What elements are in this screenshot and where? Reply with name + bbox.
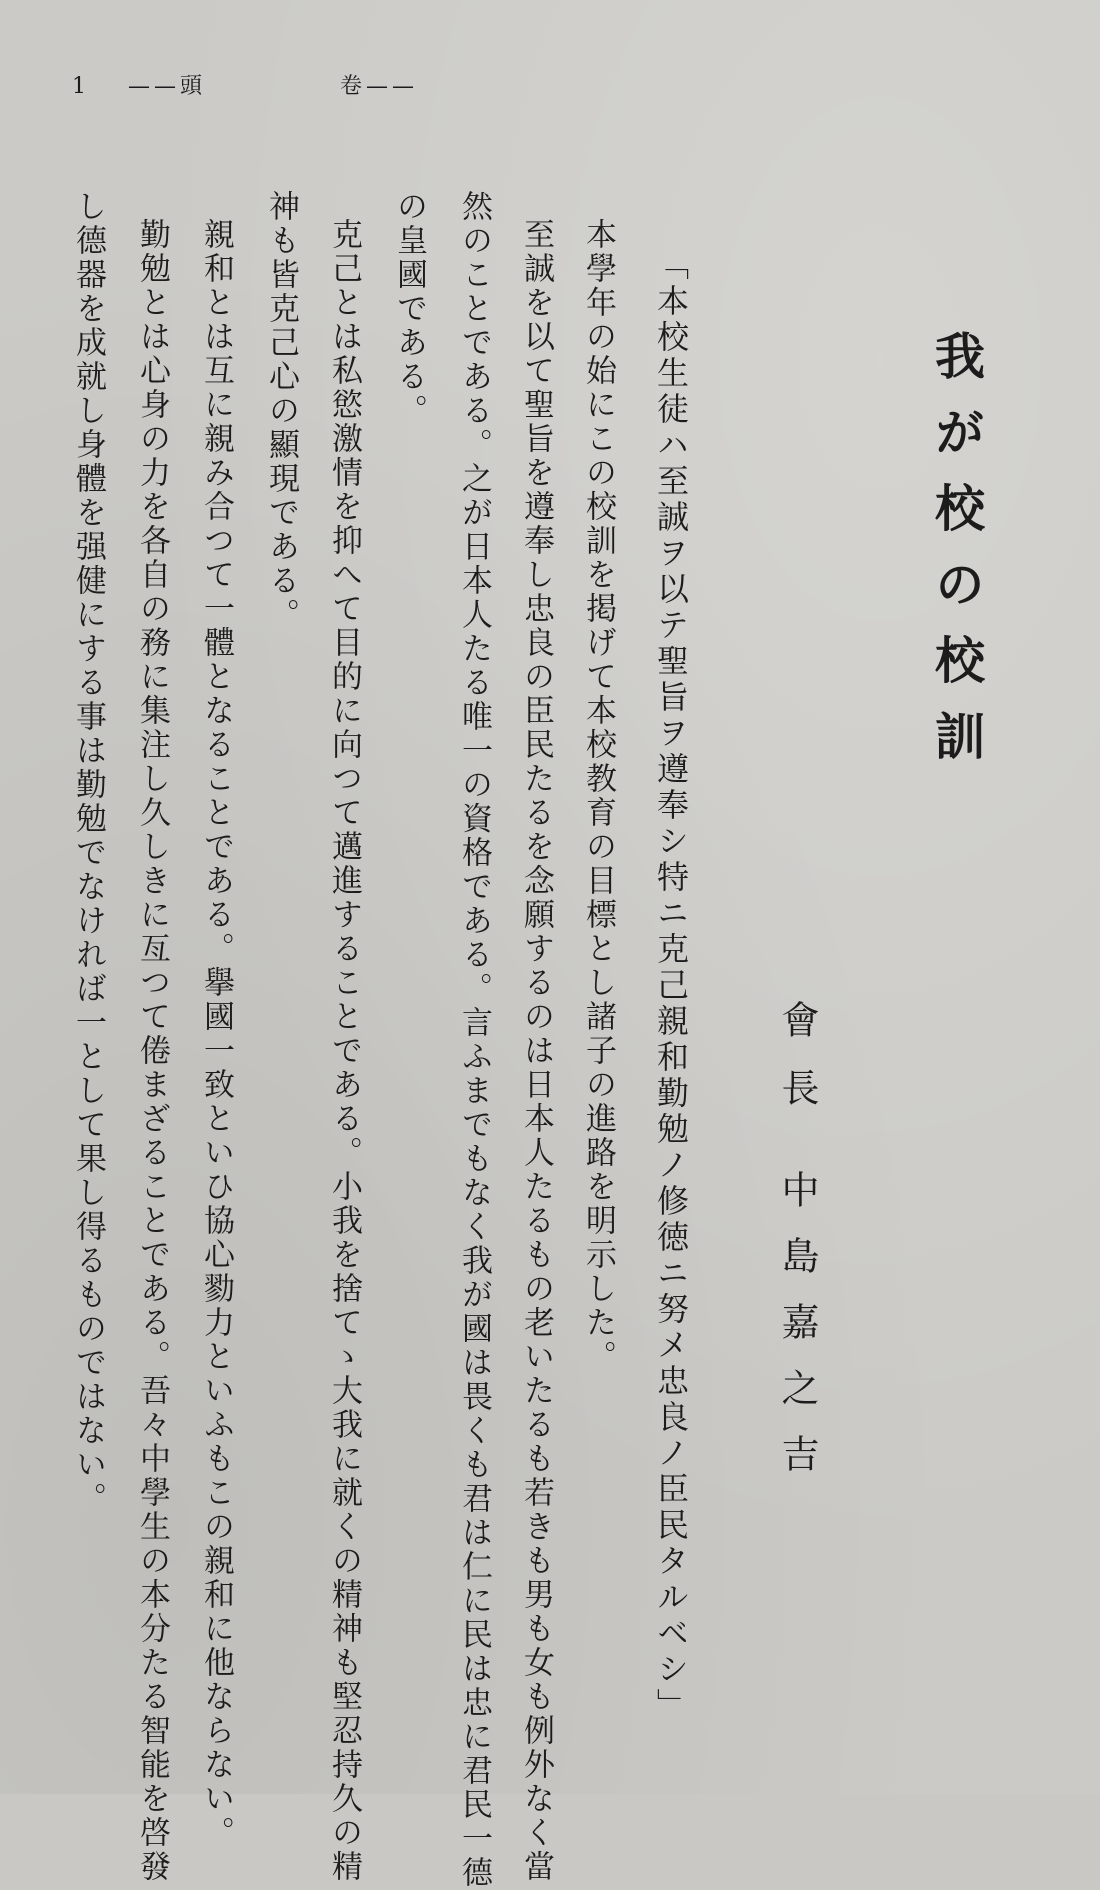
body-line-1: 本學年の始にこの校訓を掲げて本校教育の目標とし諸子の進路を明示した。 bbox=[580, 218, 616, 1374]
body-line-9: し德器を成就し身體を强健にする事は勤勉でなければ一として果し得るものではない。 bbox=[70, 190, 106, 1516]
article-title: 我が校の校訓 bbox=[927, 330, 986, 786]
body-line-3: 然のことである。之が日本人たる唯一の資格である。言ふまでもなく我が國は畏くも君は仁に民は忠に君民一德 bbox=[456, 190, 492, 1890]
header-left-text: ——頭 bbox=[128, 74, 207, 99]
body-line-5: 克己とは私慾激情を抑へて目的に向つて邁進することである。小我を捨てゝ大我に就くの精神も堅忍持久の精 bbox=[326, 218, 362, 1884]
body-line-8: 勤勉とは心身の力を各自の務に集注し久しきに亙つて倦まざることである。吾々中學生の本分たる智能を啓發 bbox=[134, 218, 170, 1884]
body-line-2: 至誠を以て聖旨を遵奉し忠良の臣民たるを念願するのは日本人たるもの老いたるも若きも男も女も例外なく當 bbox=[518, 218, 554, 1884]
body-line-7: 親和とは互に親み合つて一體となることである。擧國一致といひ協心勠力といふもこの親和に他ならない。 bbox=[198, 218, 234, 1850]
school-motto: 「本校生徒ハ至誠ヲ以テ聖旨ヲ遵奉シ特ニ克己親和勤勉ノ修徳ニ努メ忠良ノ臣民タルベシ」 bbox=[652, 248, 690, 1724]
body-line-6: 神も皆克己心の顯現である。 bbox=[263, 190, 299, 632]
header-right-text: 卷—— bbox=[340, 74, 419, 99]
page-number: 1 bbox=[72, 74, 86, 99]
author-name: 中島嘉之吉 bbox=[775, 1170, 819, 1500]
author-role: 會長 bbox=[775, 1000, 819, 1136]
body-line-4: の皇國である。 bbox=[391, 190, 427, 428]
